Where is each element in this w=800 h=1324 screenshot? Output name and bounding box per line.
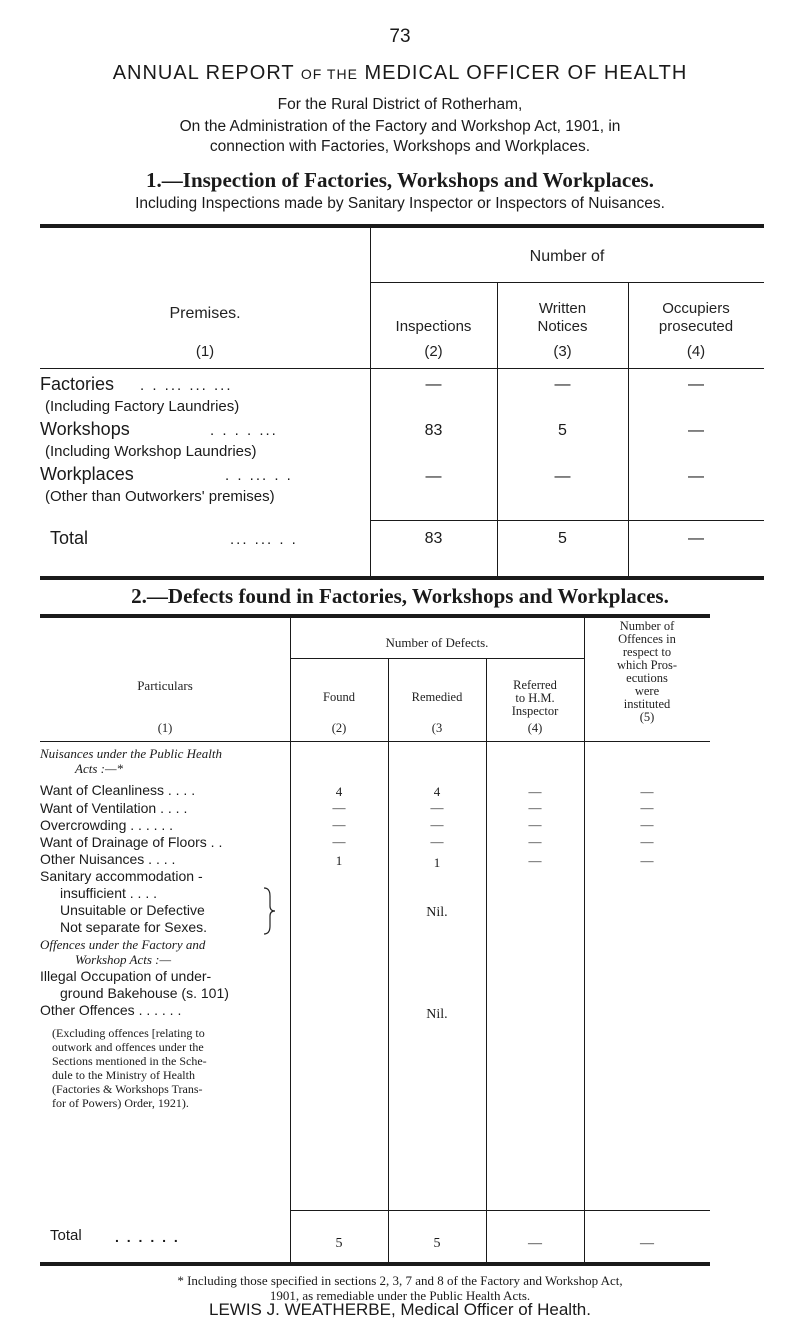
total-referred: —	[528, 1236, 542, 1251]
title-part1: ANNUAL REPORT	[112, 62, 295, 84]
offences-line-1: Number of	[619, 619, 675, 633]
table2-vrule-2	[388, 658, 389, 1264]
table1-group-rule	[370, 282, 764, 283]
row-label: Workplaces	[40, 464, 134, 484]
signature: LEWIS J. WEATHERBE, Medical Officer of Health.	[209, 1300, 591, 1319]
table2-col-referred-num: (4)	[527, 721, 543, 735]
table1-col-premises: Premises.	[169, 305, 241, 322]
table2-col-remedied: Remedied	[411, 690, 463, 704]
row-dots: . . . . ...	[210, 422, 278, 439]
total-dots: ... ... . .	[230, 531, 298, 548]
cell-prosecutions: —	[640, 834, 654, 849]
row-dots: . . ... ... ...	[140, 377, 233, 394]
cell-remedied: 4	[433, 784, 441, 799]
table1-col-occupiers-2: prosecuted	[658, 318, 734, 335]
table1-col-written-1: Written	[538, 300, 587, 317]
cell-prosecuted: —	[688, 422, 704, 439]
total-notices: 5	[558, 530, 567, 547]
cell-notices: 5	[558, 422, 567, 439]
excluding-line: (Factories & Workshops Trans-	[52, 1082, 203, 1096]
total-dots: . . . . . .	[115, 1229, 180, 1245]
offences-line-6: were	[634, 684, 660, 698]
table2-bottom-rule	[40, 1262, 710, 1266]
table1-total-rule	[370, 520, 764, 521]
subtitle-administration	[0, 117, 800, 157]
offences-line-7: instituted	[623, 697, 671, 711]
cell-referred: —	[528, 784, 542, 799]
table2-vrule-1	[290, 618, 291, 1264]
sanitary-item: Not separate for Sexes.	[60, 919, 208, 935]
table1-col-occupiers-num: (4)	[686, 343, 706, 360]
table1-col-written-num: (3)	[553, 343, 572, 360]
cell-referred: —	[528, 800, 542, 815]
section1-note: Including Inspections made by Sanitary Inspector or Inspectors of Nuisances.	[135, 195, 665, 212]
excluding-line: dule to the Ministry of Health	[52, 1068, 195, 1082]
row-sublabel: (Other than Outworkers' premises)	[45, 488, 275, 505]
row-label: Want of Cleanliness . . . .	[40, 782, 196, 798]
table2-col-referred	[486, 679, 584, 718]
table2-col-particulars-num: (1)	[157, 721, 173, 735]
total-prosecutions: —	[640, 1236, 654, 1251]
offences-line-8: (5)	[639, 710, 655, 724]
table2-col-found: Found	[323, 690, 355, 704]
page-number: 73	[389, 26, 411, 47]
table1-col-inspections-num: (2)	[424, 343, 443, 360]
cell-prosecutions: —	[640, 853, 654, 868]
table1-bottom-rule	[40, 576, 764, 580]
cell-notices: —	[554, 468, 571, 485]
title-part2: MEDICAL OFFICER OF HEALTH	[364, 62, 688, 84]
sanitary-value: Nil.	[426, 905, 448, 920]
table1-col-occupiers-1: Occupiers	[662, 300, 730, 317]
cell-found: —	[332, 800, 346, 815]
table1-col-written-2: Notices	[537, 318, 588, 335]
row-label: Other Nuisances . . . .	[40, 851, 176, 867]
cell-inspections: —	[425, 468, 442, 485]
referred-line-2: to H.M.	[515, 691, 555, 705]
cell-prosecutions: —	[640, 800, 654, 815]
row-sublabel: (Including Workshop Laundries)	[45, 443, 257, 460]
table1-header-rule	[40, 368, 764, 369]
table2-col-offences	[584, 620, 710, 724]
cell-referred: —	[528, 853, 542, 868]
total-prosecuted: —	[688, 530, 704, 547]
row-label: Want of Drainage of Floors . .	[40, 834, 223, 850]
table1-col-inspections: Inspections	[395, 318, 472, 335]
sanitary-item: insufficient . . . .	[60, 885, 158, 901]
footnote-line-1: * Including those specified in sections 2, 3, 7 and 8 of the Factory and Workshop Act,	[177, 1273, 623, 1288]
subtitle-district: For the Rural District of Rotherham,	[277, 96, 523, 113]
sanitary-heading: Sanitary accommodation -	[40, 868, 203, 884]
cell-found: —	[332, 817, 346, 832]
sanitary-item: Unsuitable or Defective	[60, 902, 205, 918]
cell-remedied: 1	[433, 855, 441, 870]
footnote-line-2: 1901, as remediable under the Public Health Acts.	[269, 1288, 531, 1303]
offences-line-5: ecutions	[626, 671, 668, 685]
cell-found: —	[332, 834, 346, 849]
footnote	[40, 1273, 760, 1303]
offences-line-2: Offences in	[618, 632, 676, 646]
cell-prosecuted: —	[688, 376, 704, 393]
section2-heading: 2.—Defects found in Factories, Workshops and Workplaces.	[131, 584, 669, 608]
excluding-note	[52, 1026, 207, 1110]
offences-heading-2: Workshop Acts :—	[75, 952, 172, 967]
table2-col-found-num: (2)	[331, 721, 347, 735]
cell-inspections: —	[425, 376, 442, 393]
table2-col-remedied-num: (3	[431, 721, 443, 735]
title-of-the: OF THE	[300, 66, 358, 82]
referred-line-3: Inspector	[511, 704, 559, 718]
cell-found: 4	[335, 784, 343, 799]
cell-referred: —	[528, 817, 542, 832]
row-label: Workshops	[40, 419, 130, 439]
excluding-line: for of Powers) Order, 1921).	[52, 1096, 189, 1110]
table2-vrule-3	[486, 658, 487, 1264]
subtitle-line-a: On the Administration of the Factory and Workshop Act, 1901, in	[179, 118, 621, 135]
illegal-occupation-line-1: Illegal Occupation of under-	[40, 968, 212, 984]
table2-header-rule	[40, 741, 710, 742]
cell-referred: —	[528, 834, 542, 849]
offences-line-4: which Pros-	[616, 658, 678, 672]
total-label: Total	[50, 1227, 82, 1244]
cell-prosecutions: —	[640, 784, 654, 799]
illegal-occupation-line-2: ground Bakehouse (s. 101)	[60, 985, 229, 1001]
total-found: 5	[335, 1236, 343, 1251]
table1-vrule-main	[370, 228, 371, 577]
nuisances-heading-1: Nuisances under the Public Health	[40, 746, 222, 761]
excluding-line: outwork and offences under the	[52, 1040, 204, 1054]
cell-remedied: —	[430, 834, 444, 849]
row-label: Overcrowding . . . . . .	[40, 817, 174, 833]
cell-remedied: —	[430, 800, 444, 815]
offences-line-3: respect to	[622, 645, 672, 659]
cell-notices: —	[554, 376, 571, 393]
cell-remedied: —	[430, 817, 444, 832]
excluding-line: Sections mentioned in the Sche-	[52, 1054, 207, 1068]
section1-heading: 1.—Inspection of Factories, Workshops and Workplaces.	[146, 168, 654, 192]
cell-prosecutions: —	[640, 817, 654, 832]
other-offences: Other Offences . . . . . .	[40, 1002, 182, 1018]
cell-prosecuted: —	[688, 468, 704, 485]
row-sublabel: (Including Factory Laundries)	[45, 398, 240, 415]
other-offences-value: Nil.	[426, 1007, 448, 1022]
table1-group-header: Number of	[529, 248, 605, 265]
total-inspections: 83	[424, 530, 443, 547]
sanitary-brace	[262, 886, 276, 936]
total-label: Total	[50, 528, 89, 548]
row-label: Factories	[40, 374, 115, 394]
total-remedied: 5	[433, 1236, 441, 1251]
cell-inspections: 83	[424, 422, 443, 439]
subtitle-line-b: connection with Factories, Workshops and Workplaces.	[209, 138, 591, 155]
offences-heading-1: Offences under the Factory and	[40, 937, 206, 952]
row-dots: . . ... . .	[225, 467, 293, 484]
cell-found: 1	[335, 853, 343, 868]
table2-col-particulars: Particulars	[137, 678, 193, 693]
referred-line-1: Referred	[513, 678, 557, 692]
table1-top-rule	[40, 224, 764, 228]
table2-group-rule	[290, 658, 584, 659]
page-title	[0, 62, 800, 85]
row-label: Want of Ventilation . . . .	[40, 800, 188, 816]
nuisances-heading-2: Acts :—*	[75, 761, 124, 776]
table1-col-premises-num: (1)	[195, 343, 215, 360]
table2-group-header: Number of Defects.	[385, 635, 489, 650]
table2-total-rule	[290, 1210, 710, 1211]
excluding-line: (Excluding offences [relating to	[52, 1026, 205, 1040]
table2-top-rule	[40, 614, 710, 618]
